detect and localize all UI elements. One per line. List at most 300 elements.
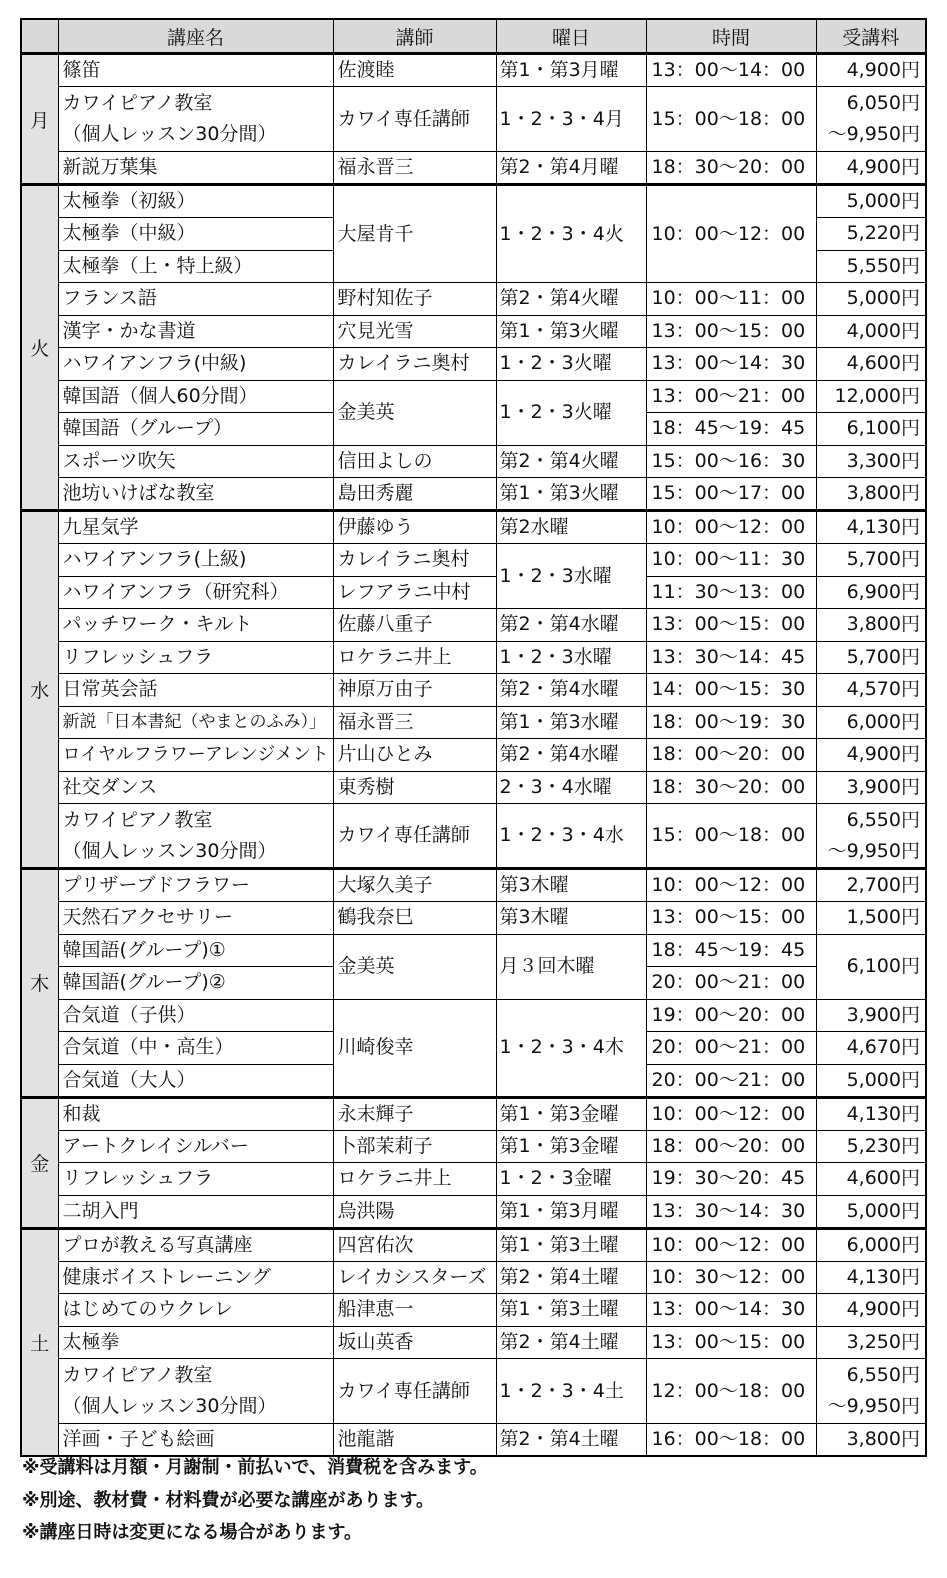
weekday-cell [496,674,646,707]
table-row [21,348,926,381]
fee-cell [816,1130,926,1163]
fee-cell [816,54,926,87]
weekday-text: 第2水曜 [499,516,569,538]
weekday-cell [496,283,646,316]
time-cell [646,739,816,772]
fee-text: 3,900円 [846,775,920,798]
course-cell [58,1359,333,1424]
course-text: 太極拳 [62,1330,120,1353]
course-cell [58,1064,333,1097]
fee-cell [816,1163,926,1196]
teacher-text: 島田秀麗 [337,482,414,504]
teacher-text: 大屋肯千 [337,222,414,245]
course-cell [58,641,333,674]
course-text: 韓国語(グループ)① [62,938,226,961]
weekday-text: 第1・第3金曜 [499,1102,619,1125]
course-text: 社交ダンス [62,775,158,798]
course-text: リフレッシュフラ [62,1167,214,1190]
teacher-cell [333,999,496,1097]
teacher-text: カワイ専任講師 [337,107,470,130]
teacher-text: カレイラニ奥村 [337,548,470,571]
teacher-cell [333,1359,496,1424]
course-cell [58,511,333,544]
teacher-text: 福永晋三 [337,710,414,733]
fee-text: 3,800円 [846,613,920,636]
fee-text: 5,000円 [846,1199,920,1222]
course-text: はじめてのウクレレ [62,1298,234,1321]
course-cell [58,771,333,804]
time-cell [646,1032,816,1065]
table-row [21,445,926,478]
time-text: 18：45～19：45 [651,417,806,440]
footnote-materials: ※別途、教材費・材料費が必要な講座があります。 [22,1489,435,1511]
fee-text: ～9,950円 [827,1395,920,1417]
time-cell [646,283,816,316]
weekday-text: 第2・第4土曜 [499,1265,619,1288]
time-cell [646,1097,816,1130]
weekday-text: 第2・第4月曜 [499,156,619,178]
table-header [21,19,926,54]
course-text: 太極拳（中級） [62,222,196,245]
teacher-text: 鶴我奈巳 [337,906,414,929]
teacher-cell [333,1163,496,1196]
teacher-text: カワイ専任講師 [337,1379,470,1402]
table-row [21,1326,926,1359]
course-cell [58,804,333,869]
course-text: 洋画・子ども絵画 [62,1428,215,1450]
teacher-text: 烏洪陽 [337,1199,395,1222]
fee-cell [816,413,926,446]
course-cell [58,348,333,381]
time-cell [646,902,816,935]
course-cell [58,609,333,642]
table-row [21,185,926,218]
weekday-cell [496,739,646,772]
time-cell [646,478,816,511]
table-row [21,739,926,772]
teacher-cell [333,348,496,381]
teacher-cell [333,609,496,642]
header-fee: 受講料 [816,19,926,54]
teacher-cell [333,544,496,577]
time-cell [646,1195,816,1228]
teacher-text: 伊藤ゆう [337,516,414,538]
fee-cell [816,934,926,999]
teacher-text: 野村知佐子 [337,287,433,310]
teacher-cell [333,1195,496,1228]
fee-text: 5,000円 [846,1068,920,1091]
teacher-text: 池龍諧 [337,1428,395,1450]
teacher-text: レイカシスターズ [337,1265,487,1288]
time-cell [646,1359,816,1424]
teacher-text: 坂山英香 [337,1330,414,1353]
time-cell [646,804,816,869]
course-text: 健康ボイストレーニング [62,1265,271,1288]
teacher-cell [333,641,496,674]
table-row [21,674,926,707]
course-text: 韓国語(グループ)② [62,971,226,994]
weekday-text: 第1・第3水曜 [499,710,619,733]
teacher-text: 東秀樹 [337,775,395,798]
time-text: 10：00～11：30 [651,548,806,571]
header-weekday: 曜日 [496,19,646,54]
time-cell [646,185,816,283]
table-row [21,576,926,609]
header-time: 時間 [646,19,816,54]
table-row [21,999,926,1032]
weekday-text: 1・2・3火曜 [499,401,612,423]
fee-cell [816,1064,926,1097]
course-text: ハワイアンフラ(中級) [62,352,247,375]
fee-cell [816,1097,926,1130]
time-cell [646,348,816,381]
table-row [21,1130,926,1163]
weekday-cell [496,934,646,999]
time-cell [646,511,816,544]
course-cell [58,1195,333,1228]
weekday-text: 2・3・4水曜 [499,775,612,798]
table-row [21,544,926,577]
teacher-text: 信田よしの [337,449,433,472]
teacher-text: 穴見光雪 [337,319,414,342]
weekday-cell [496,511,646,544]
teacher-cell [333,87,496,152]
course-cell [58,185,333,218]
weekday-cell [496,1261,646,1294]
fee-cell [816,87,926,152]
course-cell [58,967,333,1000]
table-row [21,1261,926,1294]
weekday-text: 第2・第4火曜 [499,449,619,472]
weekday-text: 第1・第3金曜 [499,1134,619,1157]
day-cell: 木 [21,869,58,1098]
table-row [21,380,926,413]
fee-cell [816,609,926,642]
time-text: 19：00～20：00 [651,1003,806,1026]
table-body [21,54,926,1457]
weekday-text: 1・2・3・4月 [499,107,624,130]
course-cell [58,87,333,152]
course-text: プリザーブドフラワー [62,874,250,896]
day-cell: 土 [21,1228,58,1456]
weekday-text: 1・2・3・4火 [499,222,624,245]
table-row [21,54,926,87]
course-cell [58,1032,333,1065]
header-day [21,19,58,54]
course-cell [58,544,333,577]
time-cell [646,609,816,642]
teacher-cell [333,315,496,348]
course-text: プロが教える写真講座 [62,1233,253,1256]
fee-text: 3,800円 [846,482,920,504]
teacher-text: ロケラニ井上 [337,1167,452,1190]
weekday-text: 第2・第4水曜 [499,613,619,636]
table-row [21,804,926,869]
teacher-cell [333,1097,496,1130]
fee-cell [816,152,926,185]
fee-text: 6,550円 [846,808,920,831]
footnotes [22,1452,922,1550]
course-cell [58,218,333,251]
fee-cell [816,576,926,609]
time-cell [646,1294,816,1327]
teacher-text: 卜部茉莉子 [337,1134,433,1157]
time-text: 13：30～14：30 [651,1199,806,1222]
time-text: 13：00～14：00 [651,59,806,81]
table-row [21,1294,926,1327]
course-cell [58,706,333,739]
time-text: 18：30～20：00 [651,775,806,798]
weekday-cell [496,54,646,87]
fee-cell [816,1195,926,1228]
time-text: 20：00～21：00 [651,1068,806,1091]
time-cell [646,1228,816,1261]
course-text: 太極拳（初級） [62,190,196,212]
fee-text: 5,220円 [846,222,920,245]
fee-cell [816,185,926,218]
course-text: 日常英会話 [62,678,158,701]
teacher-text: 大塚久美子 [337,874,433,896]
fee-text: 12,000円 [834,384,920,407]
time-text: 13：00～14：30 [651,1298,806,1321]
table-row [21,641,926,674]
time-text: 10：00～11：00 [651,287,806,310]
weekday-text: 第3木曜 [499,874,569,896]
weekday-cell [496,445,646,478]
fee-text: 6,050円 [846,92,920,114]
weekday-text: 月３回木曜 [499,955,595,977]
time-cell [646,869,816,902]
time-cell [646,934,816,967]
teacher-cell [333,576,496,609]
time-cell [646,1261,816,1294]
time-cell [646,380,816,413]
weekday-cell [496,706,646,739]
weekday-cell [496,1130,646,1163]
time-text: 10：30～12：00 [651,1265,806,1288]
time-text: 15：00～16：30 [651,449,806,472]
time-cell [646,1064,816,1097]
weekday-text: 第1・第3月曜 [499,59,619,81]
teacher-text: レフアラニ中村 [337,580,471,603]
table-row [21,1163,926,1196]
table-row [21,283,926,316]
course-text: 篠笛 [62,59,101,81]
time-text: 18：00～20：00 [651,743,806,766]
fee-text: 1,500円 [846,906,920,929]
fee-cell [816,445,926,478]
weekday-text: 1・2・3・4水 [499,824,624,846]
course-cell [58,1261,333,1294]
teacher-cell [333,804,496,869]
table-row [21,152,926,185]
course-text: ハワイアンフラ（研究科） [62,580,289,603]
teacher-text: 佐藤八重子 [337,613,433,636]
teacher-cell [333,771,496,804]
course-cell [58,576,333,609]
teacher-text: 福永晋三 [337,156,414,178]
fee-text: 6,100円 [846,955,920,977]
weekday-cell [496,185,646,283]
time-text: 14：00～15：30 [651,678,806,701]
course-cell [58,445,333,478]
teacher-cell [333,1228,496,1261]
course-cell [58,1097,333,1130]
table-row [21,1195,926,1228]
course-text: 合気道（中・高生） [62,1036,234,1059]
teacher-cell [333,152,496,185]
table-row [21,1097,926,1130]
fee-text: 5,550円 [846,254,920,277]
teacher-cell [333,511,496,544]
course-cell [58,739,333,772]
course-text: 韓国語（個人60分間） [62,384,258,407]
time-text: 10：00～12：00 [651,1233,806,1256]
fee-text: 4,000円 [846,319,920,342]
course-cell [58,1228,333,1261]
course-text: カワイピアノ教室 [62,92,213,114]
time-cell [646,413,816,446]
course-text: 九星気学 [62,516,139,538]
table-row [21,511,926,544]
time-text: 18：30～20：00 [651,156,806,178]
course-text: ハワイアンフラ(上級) [62,548,247,571]
weekday-cell [496,348,646,381]
weekday-cell [496,152,646,185]
teacher-cell [333,739,496,772]
time-cell [646,999,816,1032]
course-cell [58,1163,333,1196]
time-text: 18：00～20：00 [651,1134,806,1157]
time-text: 10：00～12：00 [651,1102,806,1125]
course-cell [58,283,333,316]
course-text: 合気道（子供） [62,1003,196,1026]
course-text: アートクレイシルバー [62,1134,249,1157]
teacher-cell [333,869,496,902]
time-text: 13：00～21：00 [651,384,806,407]
course-text: カワイピアノ教室 [62,1364,213,1386]
header-teacher: 講師 [333,19,496,54]
time-text: 20：00～21：00 [651,971,806,994]
footnote-schedule-change: ※講座日時は変更になる場合があります。 [22,1522,363,1543]
teacher-text: 船津恵一 [337,1298,414,1321]
fee-cell [816,380,926,413]
time-cell [646,771,816,804]
fee-cell [816,1294,926,1327]
course-cell [58,1294,333,1327]
fee-text: 4,570円 [846,678,920,701]
weekday-text: 1・2・3・4木 [499,1036,624,1058]
fee-text: 4,900円 [846,743,920,766]
time-text: 11：30～13：00 [651,580,806,603]
weekday-cell [496,380,646,445]
course-text: ロイヤルフラワーアレンジメント [62,744,329,766]
teacher-cell [333,185,496,283]
course-schedule-table [20,18,927,1457]
fee-text: 4,900円 [846,59,920,81]
course-text: 和裁 [62,1102,101,1125]
weekday-cell [496,609,646,642]
fee-text: 4,670円 [846,1036,920,1059]
weekday-text: 1・2・3火曜 [499,352,612,375]
time-cell [646,87,816,152]
time-text: 16：00～18：00 [651,1428,806,1450]
course-text: スポーツ吹矢 [62,449,176,472]
teacher-text: カレイラニ奥村 [337,352,470,375]
table-row [21,771,926,804]
weekday-cell [496,87,646,152]
fee-cell [816,315,926,348]
teacher-text: 佐渡睦 [337,59,395,81]
fee-cell [816,544,926,577]
time-cell [646,641,816,674]
table-row [21,478,926,511]
fee-text: ～9,950円 [827,839,920,862]
teacher-cell [333,54,496,87]
fee-cell [816,1032,926,1065]
weekday-cell [496,1228,646,1261]
course-text: （個人レッスン30分間） [62,123,277,145]
weekday-cell [496,641,646,674]
teacher-text: カワイ専任講師 [337,824,470,846]
course-text: 合気道（大人） [62,1068,196,1091]
weekday-cell [496,1326,646,1359]
table-row [21,609,926,642]
weekday-text: 第2・第4水曜 [499,743,619,766]
fee-cell [816,348,926,381]
time-text: 15：00～18：00 [651,824,806,846]
course-cell [58,674,333,707]
weekday-text: 1・2・3水曜 [499,645,612,668]
weekday-cell [496,1294,646,1327]
fee-cell [816,999,926,1032]
weekday-text: 第1・第3月曜 [499,1199,619,1222]
footnote-fee: ※受講料は月額・月謝制・前払いで、消費税を含みます。 [22,1457,488,1478]
fee-cell [816,283,926,316]
teacher-cell [333,478,496,511]
course-text: 新説「日本書紀（やまとのふみ）」 [62,711,326,732]
fee-cell [816,739,926,772]
time-cell [646,576,816,609]
fee-text: 4,600円 [846,352,920,375]
time-cell [646,315,816,348]
table-row [21,1359,926,1424]
course-text: フランス語 [62,287,157,310]
course-text: 太極拳（上・特上級） [62,254,253,277]
course-cell [58,413,333,446]
course-text: （個人レッスン30分間） [62,839,277,862]
fee-cell [816,511,926,544]
fee-cell [816,218,926,251]
course-text: 新説万葉集 [62,156,158,178]
weekday-cell [496,869,646,902]
teacher-cell [333,706,496,739]
course-text: 池坊いけばな教室 [62,482,215,504]
fee-cell [816,641,926,674]
teacher-text: 永末輝子 [337,1102,414,1125]
time-cell [646,674,816,707]
course-cell [58,1130,333,1163]
course-cell [58,478,333,511]
course-cell [58,902,333,935]
time-text: 13：30～14：45 [651,645,806,668]
table-row [21,934,926,967]
table-row [21,869,926,902]
time-cell [646,544,816,577]
header-course: 講座名 [58,19,333,54]
course-cell [58,54,333,87]
weekday-text: 第2・第4土曜 [499,1330,619,1353]
